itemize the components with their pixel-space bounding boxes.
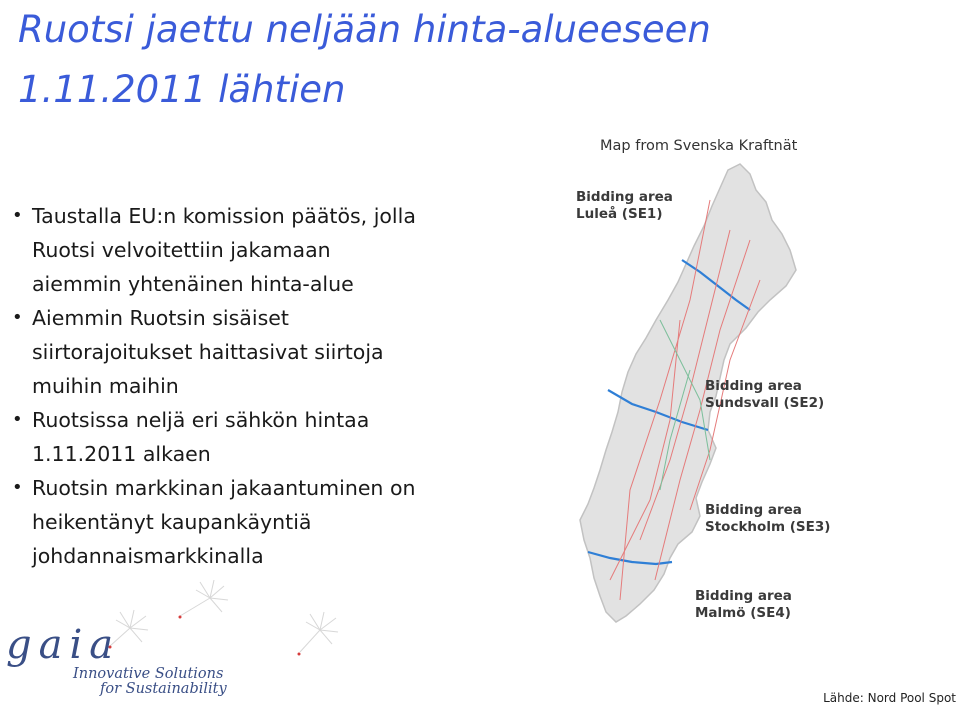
bullet-line: • Taustalla EU:n komission päätös, jolla — [32, 204, 416, 228]
seed-1 — [180, 580, 228, 616]
bullet-line: heikentänyt kaupankäyntiä — [32, 510, 312, 534]
area-label-se2: Bidding area Sundsvall (SE2) — [705, 378, 825, 411]
bullet-item — [12, 403, 532, 471]
bullet-list — [12, 199, 532, 573]
bullet-line: siirtorajoitukset haittasivat siirtoja — [32, 340, 384, 364]
bullet-item — [12, 471, 532, 573]
bullet-line: muihin maihin — [32, 374, 179, 398]
gaia-logo-wordmark: gaia — [6, 622, 121, 668]
source-note: Lähde: Nord Pool Spot — [823, 691, 956, 705]
slide-title-line-1: Ruotsi jaettu neljään hinta-alueeseen — [18, 8, 711, 51]
area-label-se3: Bidding area Stockholm (SE3) — [705, 502, 831, 535]
area-label-se1: Bidding area Luleå (SE1) — [576, 189, 673, 222]
slide-title — [18, 0, 818, 120]
bullet-line: Ruotsi velvoitettiin jakamaan — [32, 238, 331, 262]
bullet-item — [12, 199, 532, 301]
slide-title-line-2: 1.11.2011 lähtien — [18, 68, 346, 111]
gaia-logo-tagline: Innovative Solutions for Sustainability — [73, 666, 227, 697]
bullet-line: • Aiemmin Ruotsin sisäiset — [32, 306, 289, 330]
bullet-line: 1.11.2011 alkaen — [32, 442, 211, 466]
bullet-line: johdannaismarkkinalla — [32, 544, 264, 568]
map-caption: Map from Svenska Kraftnät — [600, 138, 798, 154]
bullet-item — [12, 301, 532, 403]
bullet-line: • Ruotsissa neljä eri sähkön hintaa — [32, 408, 370, 432]
bullet-line: aiemmin yhtenäinen hinta-alue — [32, 272, 354, 296]
seed-3 — [300, 612, 338, 652]
area-label-se4: Bidding area Malmö (SE4) — [695, 588, 792, 621]
bullet-line: • Ruotsin markkinan jakaantuminen on — [32, 476, 416, 500]
